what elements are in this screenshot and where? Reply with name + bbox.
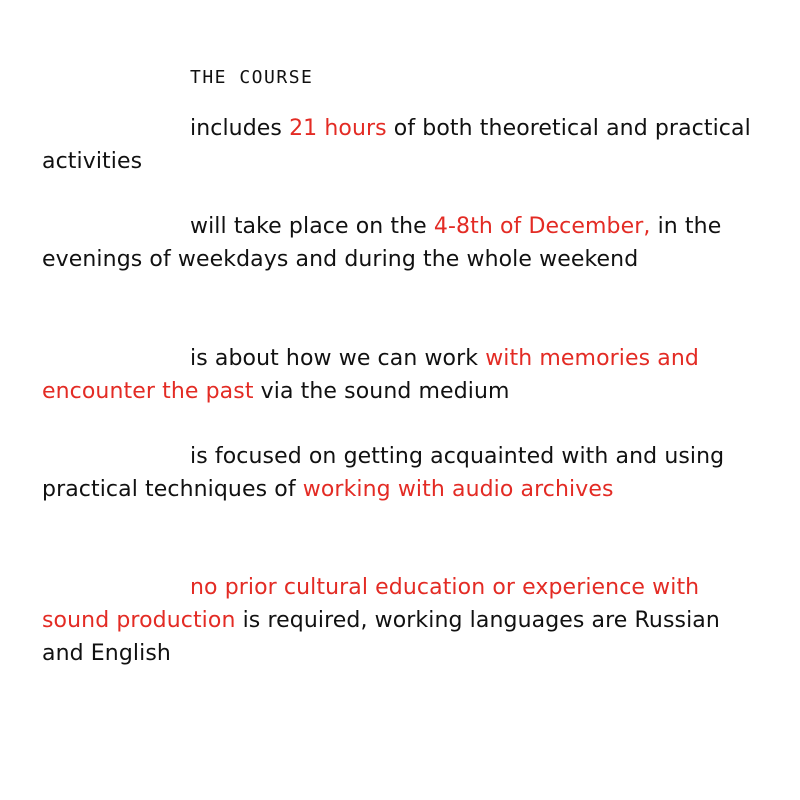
section-heading: THE COURSE <box>190 67 314 88</box>
paragraph-text: of both theoretical and practical activities <box>42 116 751 174</box>
paragraph-highlight: 21 hours <box>289 116 387 141</box>
course-paragraph-focus <box>42 440 762 506</box>
paragraph-text: is focused on getting acquainted with and using practical techniques of <box>42 444 725 502</box>
paragraph-text: is about how we can work <box>190 346 486 371</box>
paragraph-text: is required, working languages are Russian and English <box>42 608 720 666</box>
course-paragraph-hours <box>42 112 762 178</box>
paragraph-text: will take place on the <box>190 214 434 239</box>
paragraph-highlight: with memories and encounter the past <box>42 346 699 404</box>
course-paragraph-dates <box>42 210 762 276</box>
paragraph-highlight: 4-8th of December, <box>433 214 651 239</box>
course-paragraph-topic <box>42 342 762 408</box>
paragraph-text: in the evenings of weekdays and during the whole weekend <box>42 214 722 272</box>
paragraph-highlight: working with audio archives <box>302 477 614 502</box>
paragraph-text: via the sound medium <box>253 379 510 404</box>
paragraph-text: includes <box>190 116 290 141</box>
course-paragraph-requirements <box>42 571 762 670</box>
paragraph-highlight: no prior cultural education or experience with sound production <box>42 575 700 633</box>
